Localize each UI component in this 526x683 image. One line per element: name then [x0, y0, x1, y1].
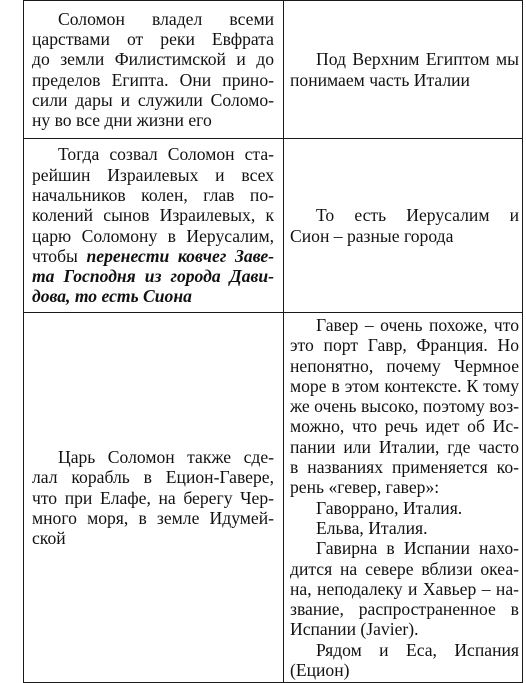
quote-cell — [24, 1, 284, 139]
text-line: Сион – разные города — [290, 225, 454, 246]
text-line: что при Елафе, на берегу Чер- — [32, 487, 274, 508]
text-line: непонятно, почему Чермное — [290, 355, 519, 376]
emphasized-text: та Господня из города Дави- — [32, 266, 274, 287]
text-line: начальников колен, глав по- — [32, 184, 274, 205]
emphasized-text: перенести ковчег Заве- — [86, 245, 275, 266]
text-line: рень «гевер, гавер»: — [290, 477, 440, 498]
text-line: ской — [32, 528, 66, 549]
text-line: пании или Италии, где часто — [290, 436, 519, 457]
text-line: в названиях применяется ко- — [290, 457, 519, 478]
text-line: Тогда созвал Соломон ста- — [58, 144, 274, 165]
commentary-cell — [284, 1, 523, 139]
text-line: колений сынов Израилевых, к — [32, 205, 274, 226]
commentary-cell — [284, 139, 523, 313]
text-line: звание, распространенное в — [290, 599, 519, 620]
quote-cell — [24, 139, 284, 313]
text-line: Рядом и Еса, Испания — [316, 639, 519, 660]
text-line: Под Верхним Египтом мы — [316, 49, 519, 70]
text-line: пределов Египта. Они прино- — [32, 69, 274, 90]
text-line: до земли Филистимской и до — [32, 49, 274, 70]
quote-cell — [24, 313, 284, 683]
comparison-table — [23, 0, 523, 683]
text-line: это порт Гавр, Франция. Но — [290, 335, 519, 356]
text-line: на, неподалеку и Хавьер – на- — [290, 578, 519, 599]
text-line: (Ецион) — [290, 660, 350, 681]
text-line: Гавер – очень похоже, что — [316, 315, 519, 335]
text-line: рейшин Израилевых и всех — [32, 164, 274, 185]
commentary-cell — [284, 313, 523, 683]
text-line: царю Соломону в Иерусалим, — [32, 225, 274, 246]
text-line: царствами от реки Евфрата — [32, 28, 274, 49]
text-line: понимаем часть Италии — [290, 69, 470, 90]
text-line: Испании (Javier). — [290, 619, 419, 640]
table-row — [24, 313, 523, 683]
text-line: сили дары и служили Соломо- — [32, 89, 274, 110]
table-row — [24, 139, 523, 313]
emphasized-text: дова, то есть Сиона — [32, 286, 192, 307]
plain-text: чтобы — [32, 245, 87, 266]
text-line: Соломон владел всеми — [58, 8, 274, 29]
text-line: же очень высоко, поэтому воз- — [290, 396, 519, 417]
text-line: Ельва, Италия. — [316, 517, 428, 538]
text-line: лал корабль в Ецион-Гавере, — [32, 467, 274, 488]
text-line: Царь Соломон также сде- — [58, 446, 274, 467]
text-line: много моря, в земле Идумей- — [32, 507, 274, 528]
text-line: Гавирна в Испании нахо- — [316, 538, 519, 559]
text-line — [32, 246, 274, 266]
text-line: море в этом контексте. К тому — [290, 375, 519, 396]
text-line: Гаворрано, Италия. — [316, 497, 463, 518]
text-line: ну во все дни жизни его — [32, 110, 212, 131]
text-line: можно, что речь идет об Ис- — [290, 416, 519, 437]
table-row — [24, 1, 523, 139]
text-line: дится на севере вблизи океа- — [290, 558, 519, 579]
text-line: То есть Иерусалим и — [316, 205, 519, 226]
